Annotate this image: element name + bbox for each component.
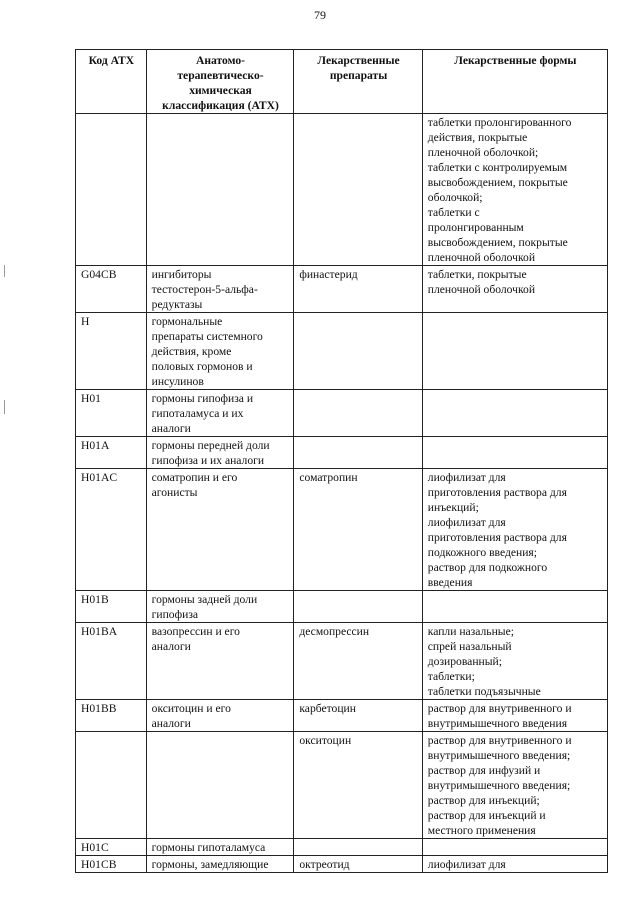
cell-line: таблетки с <box>427 206 480 219</box>
cell-line: пленочной оболочкой <box>427 283 536 296</box>
cell-line: редуктазы <box>151 298 203 311</box>
dosage-forms-cell <box>422 266 607 313</box>
scan-edge-mark <box>4 400 5 414</box>
cell-line: внутримышечного введения; <box>427 779 571 792</box>
cell-line: местного применения <box>427 824 536 837</box>
cell-line: аналоги <box>151 422 191 435</box>
cell-line: таблетки подъязычные <box>427 685 541 698</box>
table-header-row <box>76 50 608 114</box>
cell-line: внутримышечного введения <box>427 717 568 730</box>
cell-line: аналоги <box>151 640 191 653</box>
cell-line: тестостерон-5-альфа- <box>151 283 258 296</box>
header-drugs <box>294 50 422 114</box>
atc-code-cell: H01AC <box>76 469 147 591</box>
classification-cell <box>146 700 294 732</box>
cell-line: дозированный; <box>427 655 502 668</box>
cell-line: раствор для подкожного <box>427 561 548 574</box>
drug-cell <box>294 266 422 313</box>
classification-cell <box>146 839 294 856</box>
cell-line: гормоны передней доли <box>151 439 270 452</box>
dosage-forms-cell <box>422 390 607 437</box>
table-row <box>76 469 608 591</box>
atc-code-cell: H01CB <box>76 856 147 873</box>
atc-code-cell <box>76 114 147 266</box>
cell-line: оболочкой; <box>427 191 483 204</box>
cell-line: окситоцин и его <box>151 702 231 715</box>
cell-line: раствор для инъекций; <box>427 794 540 807</box>
cell-line: таблетки пролонгированного <box>427 116 572 129</box>
page-number: 79 <box>314 8 326 22</box>
cell-line: капли назальные; <box>427 625 514 638</box>
dosage-forms-cell <box>422 839 607 856</box>
dosage-forms-cell <box>422 114 607 266</box>
cell-line: раствор для инъекций и <box>427 809 546 822</box>
drug-cell <box>294 700 422 732</box>
cell-line: соматропин и его <box>151 471 238 484</box>
table-row <box>76 114 608 266</box>
cell-line: окситоцин <box>299 734 352 747</box>
dosage-forms-cell <box>422 313 607 390</box>
atc-code-cell: H01C <box>76 839 147 856</box>
cell-line: гормоны гипофиза и <box>151 392 254 405</box>
drug-cell <box>294 732 422 839</box>
drug-cell <box>294 469 422 591</box>
cell-line: инъекций; <box>427 501 479 514</box>
cell-line: раствор для внутривенного и <box>427 734 572 747</box>
classification-cell <box>146 313 294 390</box>
cell-line: подкожного введения; <box>427 546 537 559</box>
header-dosage-forms: Лекарственные формы <box>422 50 607 114</box>
drug-cell <box>294 390 422 437</box>
scan-edge-mark <box>4 265 5 277</box>
dosage-forms-cell <box>422 469 607 591</box>
cell-line: финастерид <box>299 268 358 281</box>
classification-cell <box>146 390 294 437</box>
header-line: препараты <box>329 69 388 82</box>
cell-line: вазопрессин и его <box>151 625 240 638</box>
drug-cell <box>294 591 422 623</box>
cell-line: таблетки; <box>427 670 475 683</box>
dosage-forms-cell <box>422 700 607 732</box>
cell-line: гормоны, замедляющие <box>151 858 269 871</box>
cell-line: агонисты <box>151 486 198 499</box>
cell-line: гормональные <box>151 315 223 328</box>
table-row <box>76 266 608 313</box>
header-atc-classification <box>146 50 294 114</box>
cell-line: высвобождением, покрытые <box>427 176 568 189</box>
cell-line: гипоталамуса и их <box>151 407 244 420</box>
atc-code-cell <box>76 732 147 839</box>
header-line: химическая <box>189 84 252 97</box>
dosage-forms-cell <box>422 591 607 623</box>
table-row <box>76 437 608 469</box>
cell-line: пленочной оболочкой <box>427 251 536 264</box>
cell-line: ингибиторы <box>151 268 212 281</box>
cell-line: высвобождением, покрытые <box>427 236 568 249</box>
table-row <box>76 856 608 873</box>
header-line: классификация (АТХ) <box>162 99 279 112</box>
atc-code-cell: H01BB <box>76 700 147 732</box>
classification-cell <box>146 266 294 313</box>
classification-cell <box>146 623 294 700</box>
cell-line: аналоги <box>151 717 191 730</box>
cell-line: действия, кроме <box>151 345 232 358</box>
table-row <box>76 313 608 390</box>
atc-code-cell: H <box>76 313 147 390</box>
classification-cell <box>146 114 294 266</box>
cell-line: инсулинов <box>151 375 204 388</box>
cell-line: гипофиза <box>151 608 199 621</box>
cell-line: раствор для инфузий и <box>427 764 541 777</box>
atc-code-cell: G04CB <box>76 266 147 313</box>
cell-line: препараты системного <box>151 330 263 343</box>
cell-line: таблетки, покрытые <box>427 268 527 281</box>
dosage-forms-cell <box>422 437 607 469</box>
cell-line: карбетоцин <box>299 702 356 715</box>
table-row <box>76 700 608 732</box>
cell-line: десмопрессин <box>299 625 370 638</box>
table-body <box>76 114 608 873</box>
drug-cell <box>294 856 422 873</box>
drug-cell <box>294 437 422 469</box>
table-row <box>76 732 608 839</box>
atc-code-cell: H01BA <box>76 623 147 700</box>
drug-cell <box>294 114 422 266</box>
drug-cell <box>294 623 422 700</box>
header-line: Анатомо- <box>195 54 246 67</box>
atc-code-cell: H01 <box>76 390 147 437</box>
cell-line: пролонгированным <box>427 221 524 234</box>
cell-line: лиофилизат для <box>427 471 506 484</box>
classification-cell <box>146 732 294 839</box>
cell-line: лиофилизат для <box>427 516 506 529</box>
cell-line: гормоны гипоталамуса <box>151 841 266 854</box>
cell-line: пленочной оболочкой; <box>427 146 539 159</box>
classification-cell <box>146 591 294 623</box>
cell-line: спрей назальный <box>427 640 512 653</box>
cell-line: соматропин <box>299 471 358 484</box>
cell-line: приготовления раствора для <box>427 486 567 499</box>
dosage-forms-cell <box>422 732 607 839</box>
atc-drug-table <box>75 49 608 873</box>
table-row <box>76 591 608 623</box>
dosage-forms-cell <box>422 623 607 700</box>
table-row <box>76 839 608 856</box>
classification-cell <box>146 856 294 873</box>
header-line: Лекарственные <box>317 54 400 67</box>
cell-line: приготовления раствора для <box>427 531 567 544</box>
header-atc-code: Код АТХ <box>76 50 147 114</box>
table-row <box>76 390 608 437</box>
atc-code-cell: H01B <box>76 591 147 623</box>
atc-code-cell: H01A <box>76 437 147 469</box>
header-line: терапевтическо- <box>177 69 264 82</box>
drug-cell <box>294 313 422 390</box>
cell-line: гормоны задней доли <box>151 593 258 606</box>
classification-cell <box>146 437 294 469</box>
cell-line: таблетки с контролируемым <box>427 161 568 174</box>
cell-line: октреотид <box>299 858 350 871</box>
classification-cell <box>146 469 294 591</box>
drug-cell <box>294 839 422 856</box>
cell-line: действия, покрытые <box>427 131 528 144</box>
cell-line: половых гормонов и <box>151 360 253 373</box>
cell-line: гипофиза и их аналоги <box>151 454 265 467</box>
cell-line: лиофилизат для <box>427 858 506 871</box>
cell-line: введения <box>427 576 473 589</box>
table-row <box>76 623 608 700</box>
dosage-forms-cell <box>422 856 607 873</box>
cell-line: раствор для внутривенного и <box>427 702 572 715</box>
cell-line: внутримышечного введения; <box>427 749 571 762</box>
